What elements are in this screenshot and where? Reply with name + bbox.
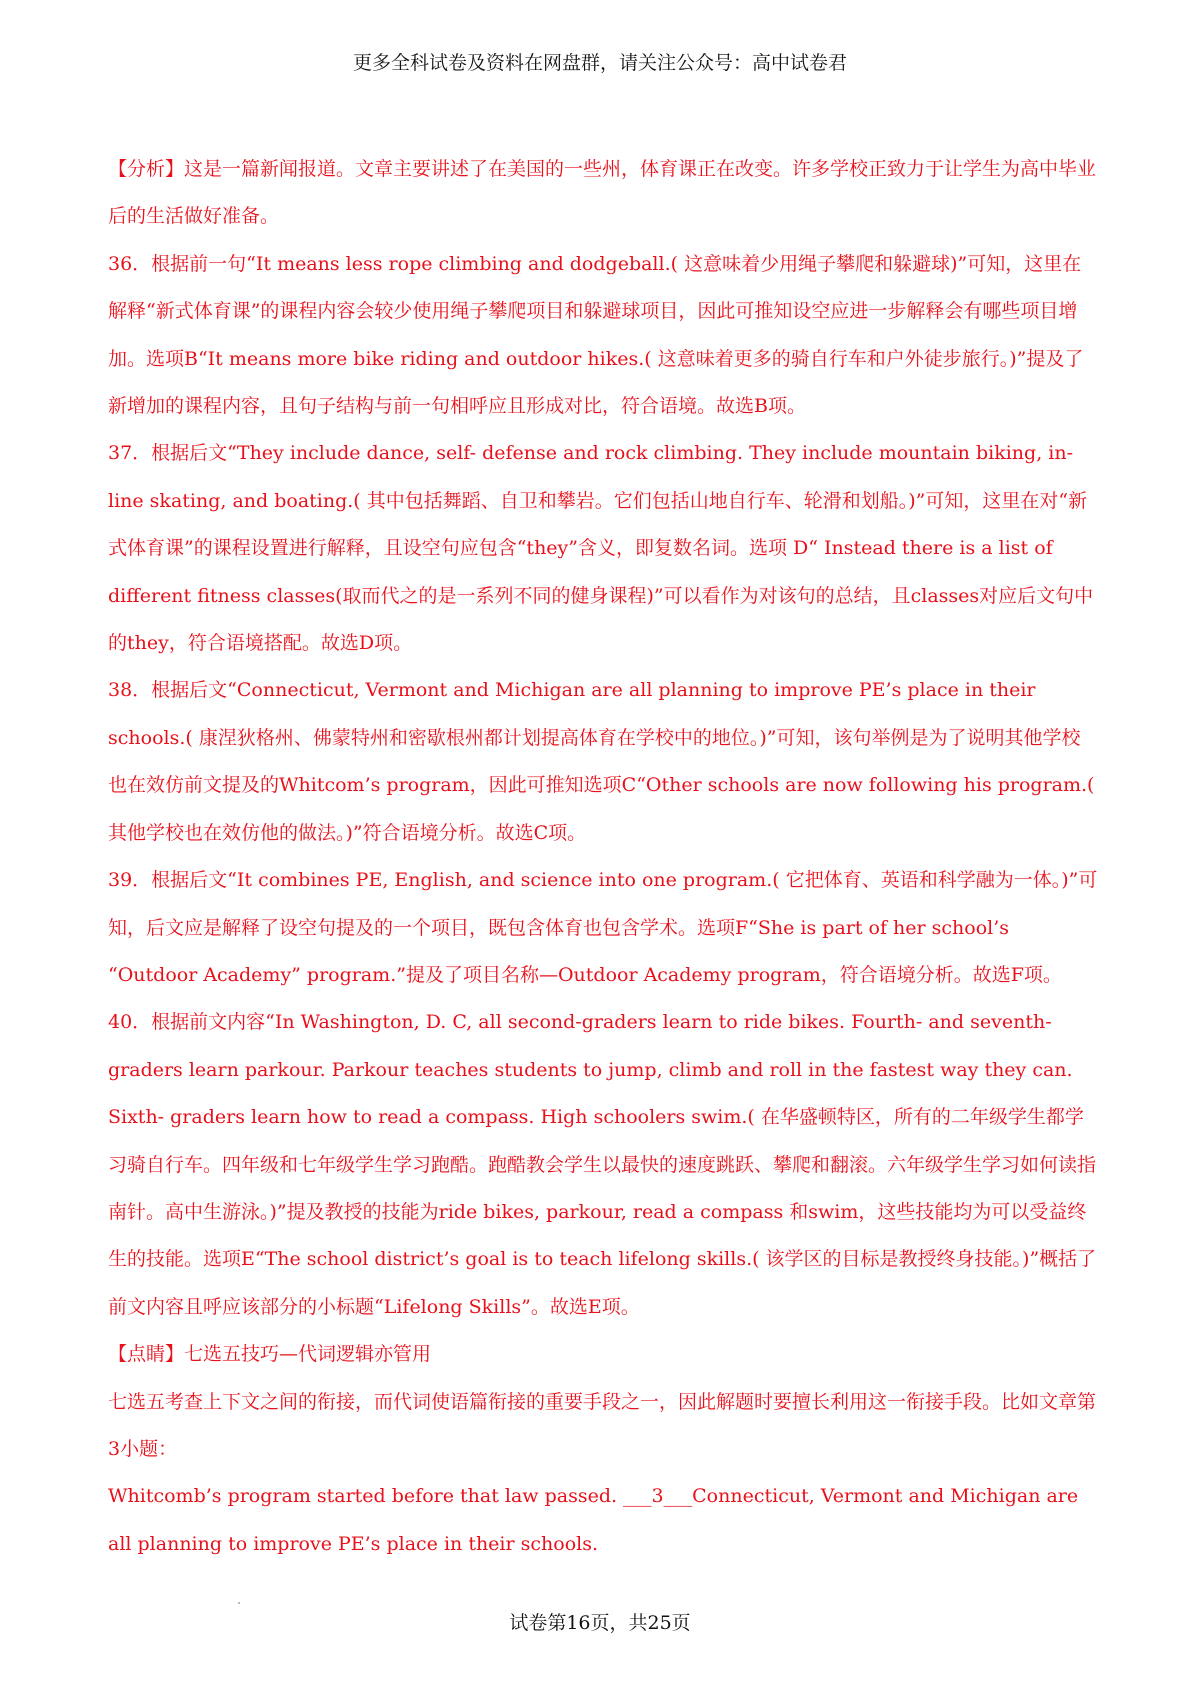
question-39-explanation: 39．根据后文“It combines PE, English, and science into one program.( 它把体育、英语和科学融为一体。)”可知，后文应是解释了设空句提及的一个项目，既包含体育也包含学术。选项F“She is part of her school’s “Outdoor Academy” program.”提及了项目名称—Outdoor Academy program，符合语境分析。故选F项。: [108, 869, 1098, 986]
page-header: 更多全科试卷及资料在网盘群，请关注公众号：高中试卷君: [352, 52, 847, 74]
tip-title: 【点睛】七选五技巧—代词逻辑亦管用: [108, 1343, 432, 1366]
question-40-explanation: 40．根据前文内容“In Washington, D. C, all second-graders learn to ride bikes. Fourth- and seventh-graders learn parkour. Parkour teaches students to jump, climb and roll in the fastest way they can. Sixth- graders learn how to read a compass. High schoolers swim.( 在华盛顿特区，所有的二年级学生都学习骑自行车。四年级和七年级学生学习跑酷。跑酷教会学生以最快的速度跳跃、攀爬和翻滚。六年级学生学习如何读指南针。高中生游泳。)”提及教授的技能为ride bikes, parkour, read a compass 和swim，这些技能均为可以受益终生的技能。选项E“The school district’s goal is to teach lifelong skills.( 该学区的目标是教授终身技能。)”概括了前文内容且呼应该部分的小标题“Lifelong Skills”。故选E项。: [108, 1011, 1097, 1318]
question-36-explanation: 36．根据前一句“It means less rope climbing and dodgeball.( 这意味着少用绳子攀爬和躲避球)”可知，这里在解释“新式体育课”的课程内容会较少使用绳子攀爬项目和躲避球项目，因此可推知设空应进一步解释会有哪些项目增加。选项B“It means more bike riding and outdoor hikes.( 这意味着更多的骑自行车和户外徒步旅行。)”提及了新增加的课程内容，且句子结构与前一句相呼应且形成对比，符合语境。故选B项。: [108, 252, 1084, 418]
tip-body: 七选五考查上下文之间的衔接，而代词使语篇衔接的重要手段之一，因此解题时要擅长利用这一衔接手段。比如文章第3小题：: [108, 1390, 1097, 1460]
analysis-paragraph: 【分析】这是一篇新闻报道。文章主要讲述了在美国的一些州，体育课正在改变。许多学校正致力于让学生为高中毕业后的生活做好准备。: [108, 158, 1097, 228]
document-body: [108, 146, 1098, 1568]
question-38-explanation: 38．根据后文“Connecticut, Vermont and Michigan are all planning to improve PE’s place in their schools.( 康涅狄格州、佛蒙特州和密歇根州都计划提高体育在学校中的地位。)”可知，该句举例是为了说明其他学校也在效仿前文提及的Whitcom’s program，因此可推知选项C“Other schools are now following his program.( 其他学校也在效仿他的做法。)”符合语境分析。故选C项。: [108, 679, 1095, 844]
question-37-explanation: 37．根据后文“They include dance, self- defense and rock climbing. They include mountain biking, in-line skating, and boating.( 其中包括舞蹈、自卫和攀岩。它们包括山地自行车、轮滑和划船。)”可知，这里在对“新式体育课”的课程设置进行解释，且设空句应包含“they”含义，即复数名词。选项 D“ Instead there is a list of different fitness classes(取而代之的是一系列不同的健身课程)”可以看作为对该句的总结，且classes对应后文句中的they，符合语境搭配。故选D项。: [108, 442, 1094, 655]
scan-speck: [238, 1602, 240, 1604]
page-footer: 试卷第16页，共25页: [509, 1612, 691, 1634]
example-sentence: Whitcomb’s program started before that law passed. ___3___Connecticut, Vermont and Michigan are all planning to improve PE’s place in their schools.: [108, 1485, 1079, 1555]
